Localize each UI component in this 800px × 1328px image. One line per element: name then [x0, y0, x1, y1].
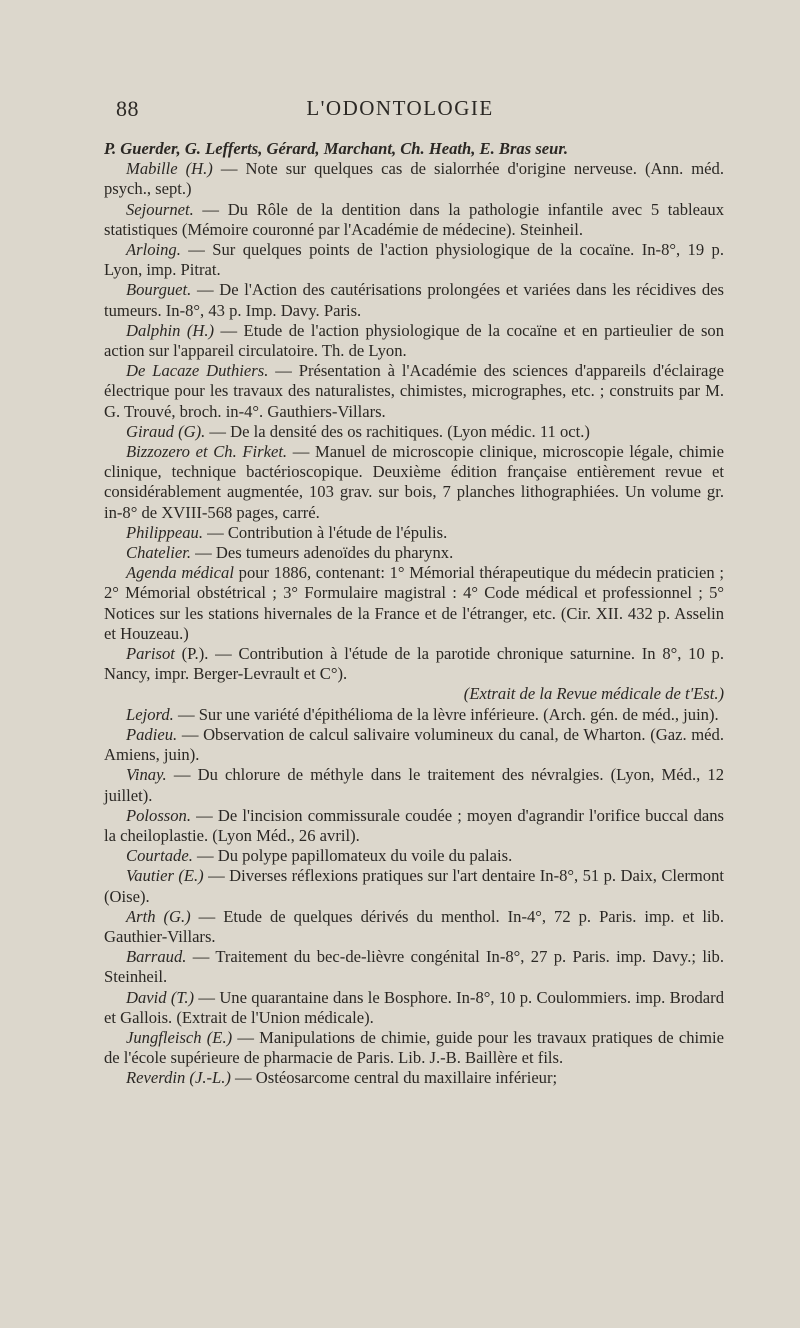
- bibliography-entry: [104, 644, 724, 684]
- entry-text: — Une quarantaine dans le Bosphore. In-8°, 10 p. Coulommiers. imp. Brodard et Gallois. (Extrait de l'Union médicale).: [104, 987, 724, 1027]
- bibliography-entry: [104, 523, 724, 543]
- entry-text: — De l'Action des cautérisations prolongées et variées dans les récidives des tumeurs. In-8°, 43 p. Imp. Davy. Paris.: [104, 280, 724, 320]
- entry-author: Bizzozero et Ch. Firket.: [126, 442, 288, 462]
- entry-text: — Note sur quelques cas de sialorrhée d'origine nerveuse. (Ann. méd. psych., sept.): [104, 159, 724, 199]
- entry-author: Bourguet.: [126, 280, 192, 300]
- entry-text: — Présentation à l'Académie des sciences d'appareils d'éclairage électrique pour les travaux des naturalistes, chimistes, micrographes, etc. ; construits par M. G. Trouvé, broch. in-4°. Gauthiers-Villars.: [104, 361, 724, 421]
- bibliography-entry: [104, 684, 724, 704]
- bibliography-entry: [104, 705, 724, 725]
- entry-author: Sejournet.: [126, 199, 194, 219]
- entry-text: — Contribution à l'étude de l'épulis.: [202, 522, 448, 542]
- entry-author: Dalphin (H.): [126, 320, 215, 340]
- entry-text: — Diverses réflexions pratiques sur l'art dentaire In-8°, 51 p. Daix, Clermont (Oise).: [104, 866, 725, 906]
- entry-author: Reverdin (J.-L.): [126, 1068, 231, 1088]
- entry-author: Jungfleisch (E.): [126, 1027, 233, 1047]
- bibliography-entry: [104, 947, 724, 987]
- bibliography-entry: [104, 1028, 724, 1068]
- bibliography-entry: [104, 765, 724, 805]
- bibliography-entry: [104, 1068, 724, 1088]
- entry-text: — Du Rôle de la dentition dans la pathologie infantile avec 5 tableaux statistiques (Mémoire couronné par l'Académie de médecine). Steinheil.: [104, 199, 724, 239]
- entry-author: Mabille (H.): [126, 159, 213, 179]
- entry-text: — Des tumeurs adenoïdes du pharynx.: [191, 543, 454, 563]
- entry-text: — Observation de calcul salivaire volumineux du canal, de Wharton. (Gaz. méd. Amiens, juin).: [104, 724, 724, 765]
- page-number: 88: [116, 96, 139, 121]
- bibliography-entry: [104, 200, 724, 240]
- entry-text: — De la densité des os rachitiques. (Lyon médic. 11 oct.): [205, 421, 590, 441]
- entry-author: David (T.): [126, 987, 195, 1007]
- bibliography-list: [104, 139, 724, 1089]
- entry-text: — Etude de l'action physiologique de la cocaïne et en partieulier de son action sur l'appareil circulatoire. Th. de Lyon.: [104, 320, 724, 361]
- entry-author: Barraud.: [126, 947, 187, 967]
- entry-author: Vinay.: [126, 765, 167, 785]
- entry-text: — De l'incision commissurale coudée ; moyen d'agrandir l'orifice buccal dans la cheiloplastie. (Lyon Méd., 26 avril).: [104, 805, 724, 845]
- entry-text: (Extrait de la Revue médicale de t'Est.): [463, 684, 724, 704]
- bibliography-entry: [104, 280, 724, 320]
- entry-author: Parisot: [126, 644, 175, 664]
- entry-author: Padieu.: [126, 724, 178, 744]
- bibliography-entry: [104, 422, 724, 442]
- entry-text: (P.). — Contribution à l'étude de la parotide chronique saturnine. In 8°, 10 p. Nancy, impr. Berger-Levrault et C°).: [104, 644, 724, 684]
- bibliography-entry: [104, 543, 724, 563]
- entry-text: — Du polype papillomateux du voile du palais.: [192, 846, 513, 866]
- bibliography-entry: [104, 361, 724, 422]
- entry-author: De Lacaze Duthiers.: [126, 361, 269, 381]
- entry-text: — Manuel de microscopie clinique, microscopie légale, chimie clinique, technique bactérioscopique. Deuxième édition française entièrement revue et considérablement augmentée, 103 grav. sur bois, 7 planches lithographiées. Un volume gr. in-8° de XVIII-568 pages, carré.: [104, 442, 724, 522]
- entry-author: Polosson.: [126, 805, 191, 825]
- entry-text: — Etude de quelques dérivés du menthol. In-4°, 72 p. Paris. imp. et lib. Gauthier-Villars.: [104, 906, 724, 946]
- entry-text: pour 1886, contenant: 1° Mémorial thérapeutique du médecin praticien ; 2° Mémorial obstétrical ; 3° Formulaire magistral : 4° Code médical et professionnel ; 5° Notices sur les stations hivernales de la France et de l'étranger, etc. (Cir. XII. 432 p. Asselin et Houzeau.): [104, 563, 724, 643]
- bibliography-entry: [104, 907, 724, 947]
- entry-author: Vautier (E.): [126, 866, 204, 886]
- entry-author: Agenda médical: [126, 563, 234, 583]
- entry-text: — Traitement du bec-de-lièvre congénital In-8°, 27 p. Paris. imp. Davy.; lib. Steinheil.: [104, 947, 724, 987]
- entry-text: — Manipulations de chimie, guide pour les travaux pratiques de chimie de l'école supérieure de pharmacie de Paris. Lib. J.-B. Baillère et fils.: [104, 1027, 724, 1068]
- entry-author: P. Guerder, G. Lefferts, Gérard, Marchant, Ch. Heath, E. Bras seur.: [104, 139, 569, 158]
- entry-author: Lejord.: [126, 704, 174, 724]
- entry-author: Chatelier.: [126, 543, 191, 563]
- entry-text: — Du chlorure de méthyle dans le traitement des névralgies. (Lyon, Méd., 12 juillet).: [104, 765, 724, 805]
- entry-author: Arth (G.): [126, 906, 191, 926]
- entry-text: — Sur quelques points de l'action physiologique de la cocaïne. In-8°, 19 p. Lyon, imp. Pitrat.: [104, 240, 724, 280]
- bibliography-entry: [104, 159, 724, 199]
- bibliography-entry: [104, 563, 724, 644]
- bibliography-entry: [104, 988, 724, 1028]
- entry-author: Giraud (G).: [126, 421, 206, 441]
- entry-text: — Ostéosarcome central du maxillaire inférieur;: [230, 1068, 558, 1088]
- running-title: L'ODONTOLOGIE: [306, 96, 494, 120]
- bibliography-entry: [104, 240, 724, 280]
- entry-author: Philippeau.: [126, 522, 203, 542]
- bibliography-entry: [104, 806, 724, 846]
- bibliography-entry: [104, 321, 724, 361]
- bibliography-entry: [104, 725, 724, 765]
- bibliography-entry: [104, 866, 724, 906]
- page-header: [0, 96, 800, 126]
- bibliography-entry: [104, 139, 724, 159]
- entry-author: Arloing.: [126, 240, 181, 260]
- bibliography-entry: [104, 442, 724, 523]
- entry-text: — Sur une variété d'épithélioma de la lèvre inférieure. (Arch. gén. de méd., juin).: [173, 704, 719, 724]
- bibliography-entry: [104, 846, 724, 866]
- entry-author: Courtade.: [126, 846, 193, 866]
